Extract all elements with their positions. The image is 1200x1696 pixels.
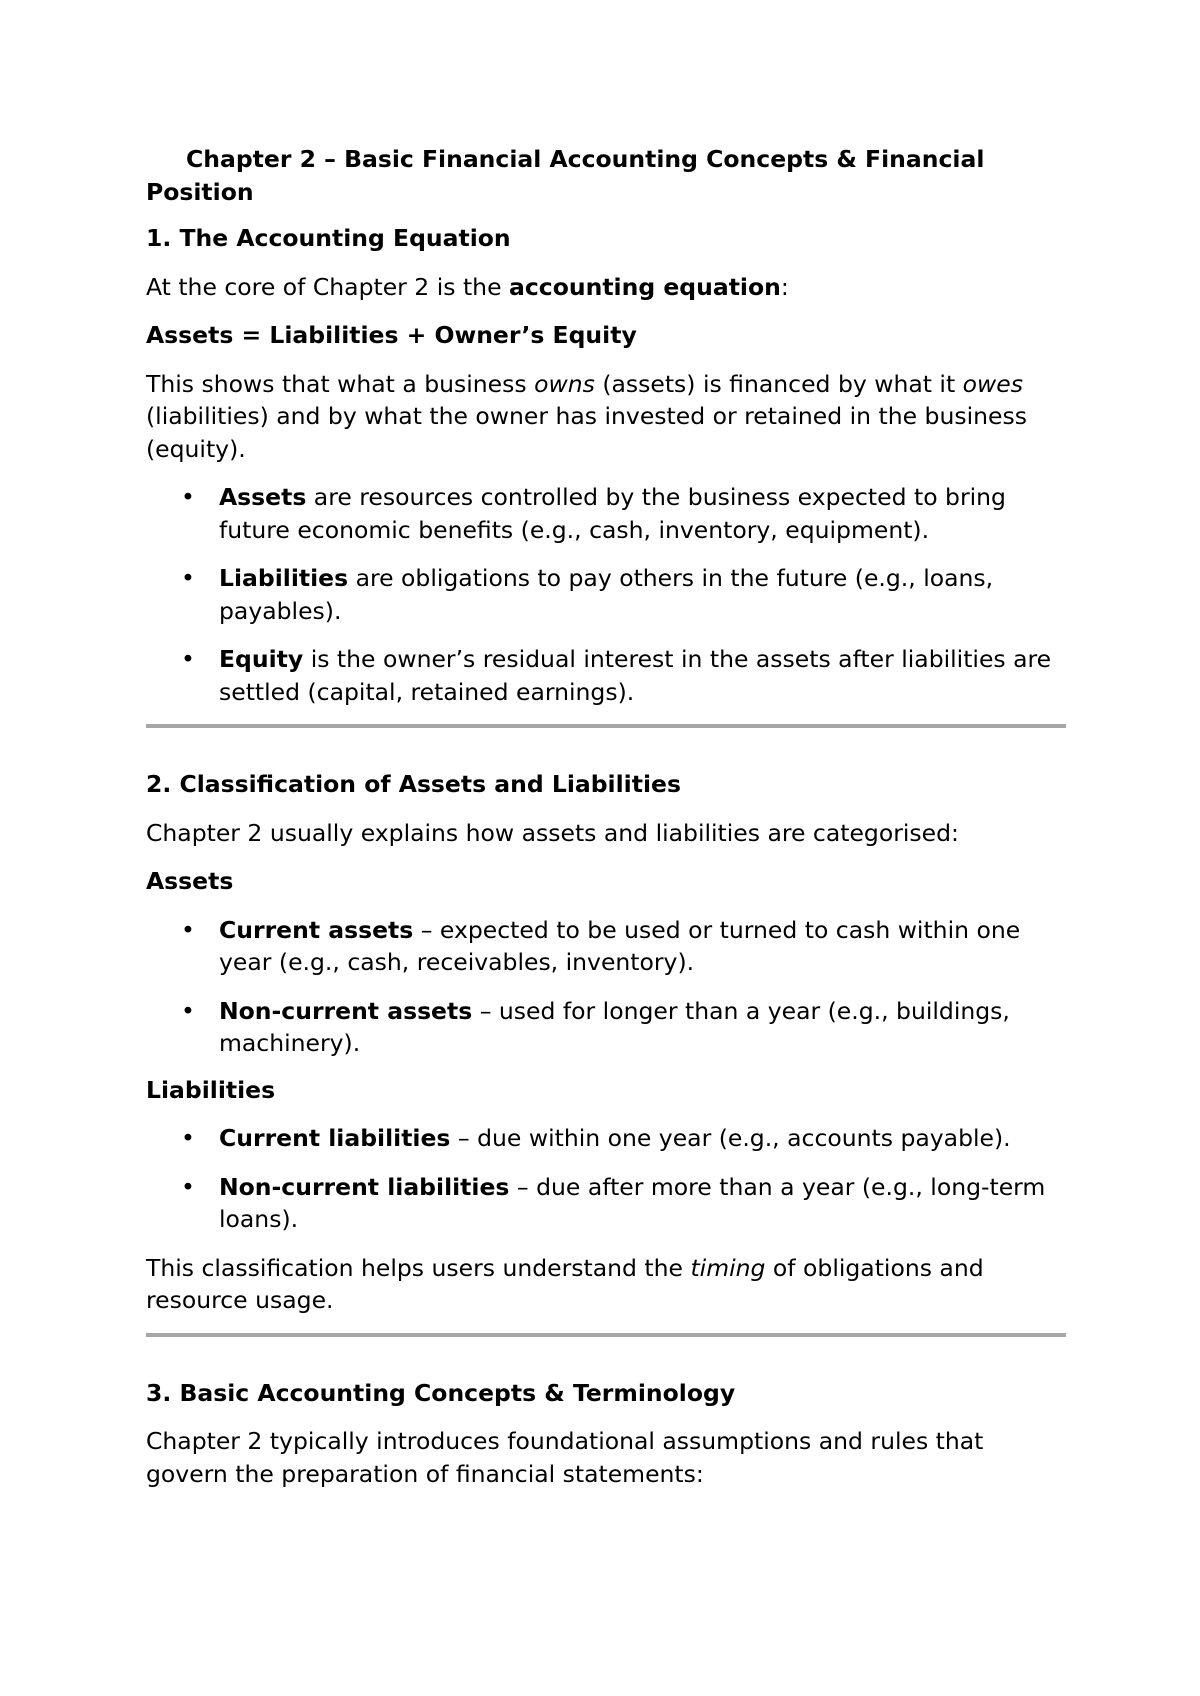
document-page xyxy=(146,143,1066,1490)
list-item xyxy=(146,995,1066,1060)
bullet-text: – expected to be used or turned to cash within one year (e.g., cash, receivables, inventory). xyxy=(219,915,1021,976)
list-item xyxy=(146,481,1066,546)
section-1-description xyxy=(146,368,1066,466)
liabilities-subheading-text: Liabilities xyxy=(146,1075,276,1104)
intro-text: At the core of Chapter 2 is the xyxy=(146,272,509,301)
section-3-heading: 3. Basic Accounting Concepts & Terminology xyxy=(146,1378,736,1407)
equation-text: Assets = Liabilities + Owner’s Equity xyxy=(146,321,637,349)
desc-owns: owns xyxy=(534,369,595,398)
accounting-equation xyxy=(146,319,1066,352)
section-divider xyxy=(146,1333,1066,1337)
list-item xyxy=(146,1122,1066,1155)
bullet-icon: • xyxy=(181,915,195,944)
intro-bold-term: accounting equation xyxy=(509,272,781,301)
bullet-term: Current liabilities xyxy=(219,1124,451,1152)
desc-owes: owes xyxy=(962,369,1023,398)
section-2-intro: Chapter 2 usually explains how assets and liabilities are categorised: xyxy=(146,818,959,847)
assets-bullet-list xyxy=(146,914,1066,1060)
intro-colon: : xyxy=(780,272,789,301)
bullet-term: Assets xyxy=(219,483,307,511)
bullet-icon: • xyxy=(181,1172,195,1201)
desc-text-c: (liabilities) and by what the owner has invested or retained in the business (equity). xyxy=(146,402,1027,463)
bullet-term: Liabilities xyxy=(219,564,349,592)
bullet-term: Non-current assets xyxy=(219,996,473,1025)
bullet-icon: • xyxy=(181,1124,195,1152)
bullet-text: is the owner’s residual interest in the assets after liabilities are settled (capital, retained earnings). xyxy=(219,645,1052,706)
bullet-text: are resources controlled by the business expected to bring future economic benefits (e.g., cash, inventory, equipment). xyxy=(219,483,1006,544)
section-2-heading: 2. Classification of Assets and Liabilities xyxy=(146,770,681,798)
liabilities-bullet-list xyxy=(146,1122,1066,1236)
list-item xyxy=(146,1171,1066,1236)
bullet-icon: • xyxy=(181,483,195,511)
section-1-bullet-list xyxy=(146,481,1066,708)
closing-text-b: of obligations and resource usage. xyxy=(146,1253,984,1314)
section-1-intro xyxy=(146,271,1066,304)
assets-subheading xyxy=(146,865,1066,898)
bullet-icon: • xyxy=(181,996,195,1025)
closing-timing: timing xyxy=(690,1253,766,1282)
bullet-text: – due within one year (e.g., accounts payable). xyxy=(450,1124,1011,1152)
bullet-term: Non-current liabilities xyxy=(219,1172,510,1201)
bullet-term: Equity xyxy=(219,645,304,673)
section-divider xyxy=(146,724,1066,728)
bullet-text: – due after more than a year (e.g., long-term loans). xyxy=(219,1172,1046,1233)
list-item xyxy=(146,643,1066,708)
section-2-closing xyxy=(146,1252,1066,1317)
desc-text-b: (assets) is financed by what it xyxy=(594,369,963,398)
list-item xyxy=(146,914,1066,979)
assets-subheading-text: Assets xyxy=(146,867,234,895)
list-item xyxy=(146,562,1066,627)
bullet-icon: • xyxy=(181,645,195,673)
liabilities-subheading xyxy=(146,1074,1066,1107)
bullet-text: are obligations to pay others in the future (e.g., loans, payables). xyxy=(219,564,994,625)
bullet-text: – used for longer than a year (e.g., buildings, machinery). xyxy=(219,996,1010,1057)
section-3-intro: Chapter 2 typically introduces foundational assumptions and rules that govern the preparation of financial statements: xyxy=(146,1427,984,1488)
closing-text-a: This classification helps users understand the xyxy=(146,1253,691,1282)
section-1-heading: 1. The Accounting Equation xyxy=(146,224,511,252)
desc-text-a: This shows that what a business xyxy=(146,369,535,398)
document-title: Chapter 2 – Basic Financial Accounting Concepts & Financial Position xyxy=(146,145,985,206)
bullet-term: Current assets xyxy=(219,915,414,944)
bullet-icon: • xyxy=(181,564,195,592)
